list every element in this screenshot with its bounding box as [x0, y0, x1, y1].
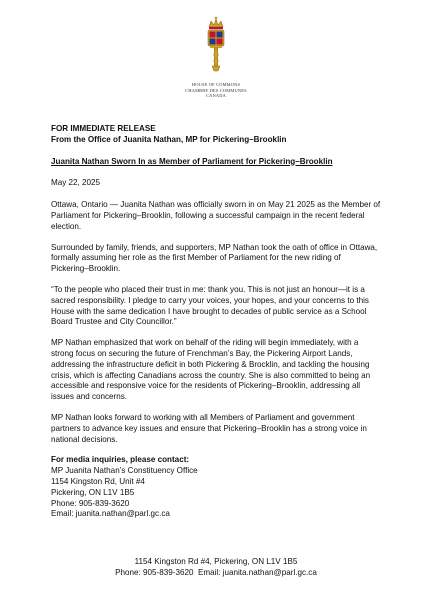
body-line: national decisions.: [51, 434, 118, 444]
release-date: May 22, 2025: [51, 178, 101, 188]
release-from: From the Office of Juanita Nathan, MP for Pickering–Brooklin: [51, 134, 287, 144]
body-paragraph-3-quote: [51, 285, 391, 328]
media-contact-heading: For media inquiries, please contact:: [51, 455, 190, 465]
body-line: MP Nathan looks forward to working with all Members of Parliament and government: [51, 412, 355, 422]
release-label: FOR IMMEDIATE RELEASE: [51, 124, 156, 133]
page-footer: [0, 556, 432, 578]
body-line: crisis, which is affecting Canadians across the country. She is also committed to being an: [51, 370, 371, 380]
contact-address-street: 1154 Kingston Rd, Unit #4: [51, 476, 145, 486]
body-line: sacred responsibility. I pledge to carry your voices, your hopes, and your concerns to this: [51, 295, 369, 305]
contact-phone: Phone: 905-839-3620: [51, 498, 130, 508]
body-line: partners to advance key issues and ensure that Pickering–Brooklin has a strong voice in: [51, 423, 367, 433]
footer-address: 1154 Kingston Rd #4, Pickering, ON L1V 1B5: [134, 557, 298, 566]
body-paragraph-5: [51, 413, 391, 445]
body-line: House with the same dedication I have brought to decades of public service as a School: [51, 306, 367, 316]
footer-contact: Phone: 905-839-3620 Email: juanita.nathan@parl.gc.ca: [115, 568, 317, 577]
body-line: formally assuming her role as the first Member of Parliament for the new riding of: [51, 253, 341, 263]
body-line: strong focus on securing the future of Frenchman’s Bay, the Pickering Airport Lands,: [51, 348, 353, 358]
crest-caption-line-1: HOUSE OF COMMONS: [191, 82, 241, 87]
body-line: Pickering–Brooklin.: [51, 264, 121, 274]
release-content: [51, 124, 391, 520]
body-line: Ottawa, Ontario — Juanita Nathan was officially sworn in on May 21 2025 as the Member of: [51, 200, 381, 210]
body-paragraph-4: [51, 338, 391, 403]
body-line: “To the people who placed their trust in me: thank you. This is not just an honour—it is a: [51, 284, 365, 294]
body-paragraph-1: [51, 200, 391, 232]
house-of-commons-crest-icon: [198, 14, 234, 80]
body-line: MP Nathan emphasized that work on behalf of the riding will begin immediately, with a: [51, 338, 359, 348]
crest-caption-line-3: CANADA: [206, 93, 226, 98]
body-line: election.: [51, 221, 82, 231]
release-headline: Juanita Nathan Sworn In as Member of Parliament for Pickering–Brooklin: [51, 156, 333, 166]
body-line: Board Trustee and City Councillor.”: [51, 317, 177, 327]
contact-office: MP Juanita Nathan’s Constituency Office: [51, 466, 198, 476]
crest-caption-line-2: CHAMBRE DES COMMUNES: [185, 87, 247, 93]
body-line: issues and concerns.: [51, 392, 128, 402]
body-line: addressing the infrastructure deficit in both Pickering & Brocklin, and tackling the housing: [51, 359, 370, 369]
body-line: Surrounded by family, friends, and supporters, MP Nathan took the oath of office in Ottawa,: [51, 242, 378, 252]
body-line: Parliament for Pickering–Brooklin, following a successful campaign in the recent federal: [51, 210, 365, 220]
body-paragraph-2: [51, 243, 391, 275]
media-contact-block: [51, 455, 391, 520]
body-line: accessible and responsive voice for the residents of Pickering–Brooklin, addressing all: [51, 381, 361, 391]
contact-email: Email: juanita.nathan@parl.gc.ca: [51, 509, 170, 519]
contact-address-city: Pickering, ON L1V 1B5: [51, 487, 135, 497]
